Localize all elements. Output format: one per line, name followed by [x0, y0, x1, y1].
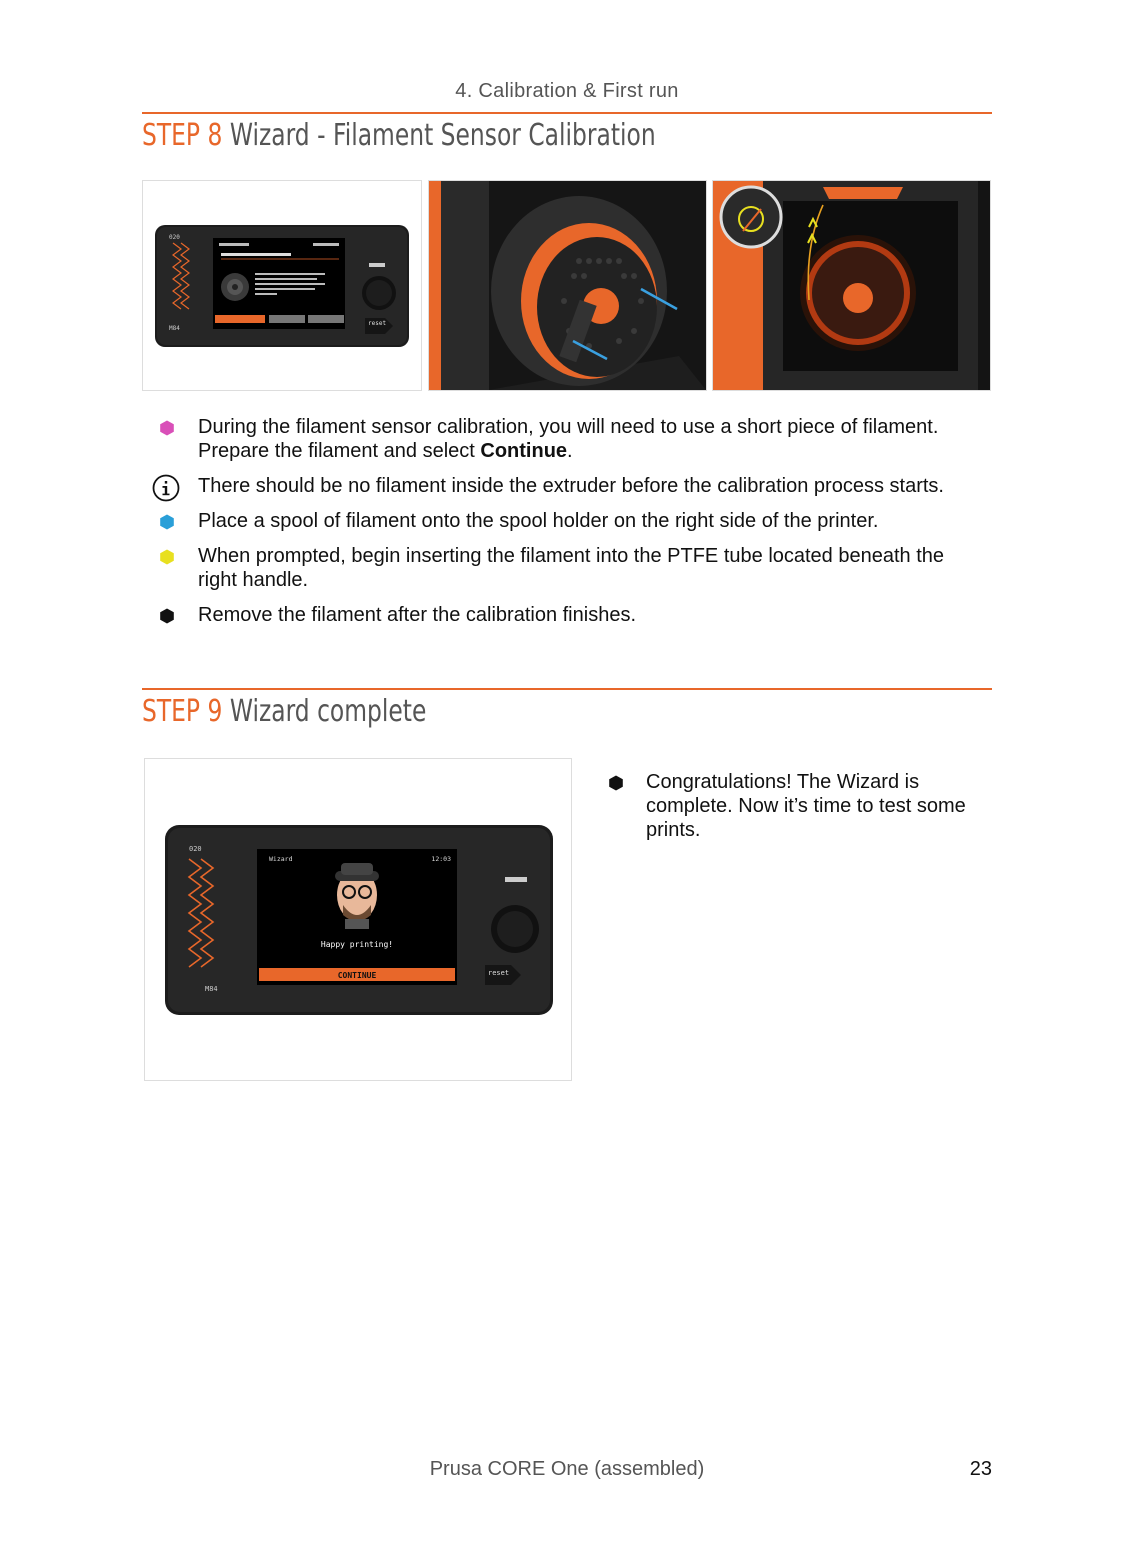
footer-title: Prusa CORE One (assembled)	[429, 1458, 705, 1480]
step9-photo-display	[144, 758, 572, 1081]
bed-label: M84	[205, 985, 218, 993]
step8-photo-display	[142, 180, 422, 391]
spool-illustration	[429, 181, 706, 390]
step9-title-text: Wizard complete	[229, 694, 427, 729]
step9-divider	[142, 688, 992, 690]
step8-title-text: Wizard - Filament Sensor Calibration	[229, 118, 656, 153]
svg-text:reset: reset	[368, 320, 387, 327]
step9-bullet-list	[606, 770, 976, 853]
page-number: 23	[969, 1458, 992, 1480]
wizard-screen-title: Wizard	[269, 855, 293, 863]
info-icon	[152, 474, 180, 502]
printer-display-illustration	[143, 181, 421, 390]
bullet-text: Congratulations! The Wizard is complete. Now it’s time to test some prints.	[646, 771, 966, 841]
list-item	[150, 544, 980, 592]
chapter-header: 4. Calibration & First run	[455, 80, 679, 102]
step8-label: STEP 8	[142, 118, 223, 153]
blue-hexagon-icon	[159, 514, 175, 530]
wizard-continue-label: CONTINUE	[337, 971, 377, 980]
bullet-text-end: .	[567, 440, 573, 462]
nozzle-label: 020	[189, 845, 202, 853]
list-item	[150, 509, 980, 533]
svg-text:020: 020	[169, 234, 180, 241]
step8-photo-spool	[428, 180, 707, 391]
bullet-text: When prompted, begin inserting the filament into the PTFE tube located beneath the right handle.	[198, 545, 945, 591]
bullet-bold-text: Continue	[480, 440, 568, 462]
list-item	[606, 770, 976, 842]
step8-title	[142, 118, 656, 153]
step8-photo-ptfe	[712, 180, 991, 391]
bullet-text: Place a spool of filament onto the spool holder on the right side of the printer.	[198, 510, 879, 532]
step9-label: STEP 9	[142, 694, 223, 729]
step8-bullet-list	[150, 415, 980, 638]
pink-hexagon-icon	[159, 420, 175, 436]
step8-divider	[142, 112, 992, 114]
ptfe-tube-illustration	[713, 181, 990, 390]
black-hexagon-icon	[608, 775, 624, 791]
yellow-hexagon-icon	[159, 549, 175, 565]
bullet-text: During the filament sensor calibration, you will need to use a short piece of filament. Prepare the filament and select	[198, 416, 939, 462]
step9-title	[142, 694, 426, 729]
wizard-complete-display-illustration	[145, 759, 571, 1080]
reset-label: reset	[488, 969, 510, 977]
list-item	[150, 474, 980, 498]
happy-printing-text: Happy printing!	[320, 940, 394, 949]
black-hexagon-icon	[159, 608, 175, 624]
wizard-screen-time: 12:03	[431, 855, 451, 863]
list-item	[150, 603, 980, 627]
list-item	[150, 415, 980, 463]
svg-text:M84: M84	[169, 325, 180, 332]
bullet-text: Remove the filament after the calibration finishes.	[198, 604, 636, 626]
bullet-text: There should be no filament inside the extruder before the calibration process starts.	[198, 475, 944, 497]
